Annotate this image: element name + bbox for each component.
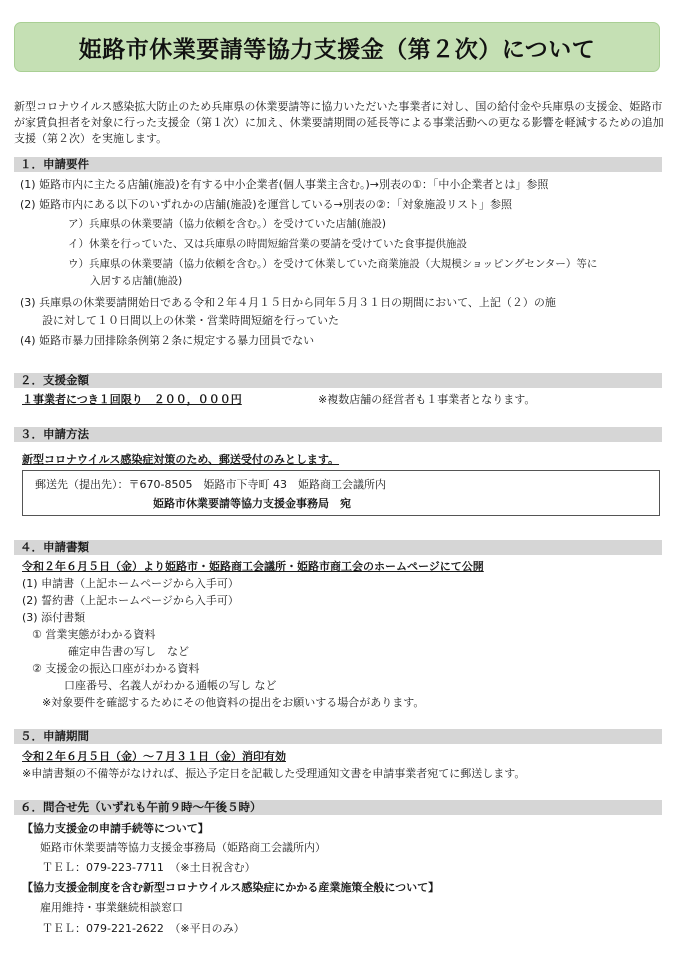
requirement-2: (2) 姫路市内にある以下のいずれかの店舗(施設)を運営している→別表の②：「対象施設リスト」参照 [20, 198, 513, 211]
contact-2-org: 雇用維持・事業継続相談窓口 [40, 901, 183, 914]
mailing-address: 郵送先（提出先）：〒670-8505 姫路市下寺町 43 姫路商工会議所内 [35, 478, 386, 491]
application-period: 令和２年６月５日（金）～７月３１日（金）消印有効 [22, 750, 286, 763]
requirement-3-cont: 設に対して１０日間以上の休業・営業時間短縮を行っていた [42, 314, 339, 327]
document-3: (3) 添付書類 [22, 611, 86, 624]
support-amount-note: ※複数店舗の経営者も１事業者となります。 [318, 393, 536, 406]
section-heading-contact: ６．問合せ先（いずれも午前９時～午後５時） [14, 800, 662, 815]
contact-1-tel: ＴＥＬ：079-223-7711 （※土日祝含む） [42, 861, 256, 874]
requirement-3: (3) 兵庫県の休業要請開始日である令和２年４月１５日から同年５月３１日の期間において、上記（２）の施 [20, 296, 556, 309]
period-note: ※申請書類の不備等がなければ、振込予定日を記載した受理通知文書を申請事業者宛てに郵送します。 [22, 767, 526, 780]
intro-paragraph: 新型コロナウイルス感染拡大防止のため兵庫県の休業要請等に協力いただいた事業者に対し、国の給付金や兵庫県の支援金、姫路市が家賃負担者を対象に行った支援金（第１次）に加え、休業要請期間の延長等による事業活動への更なる影響を軽減するための追加支援（第２次）を実施します。 [14, 100, 664, 145]
requirement-2c-cont: 入居する店舗(施設) [90, 275, 183, 287]
documents-note: ※対象要件を確認するためにその他資料の提出をお願いする場合があります。 [42, 696, 425, 709]
contact-1-title: 【協力支援金の申請手続等について】 [22, 822, 209, 835]
contact-2-tel: ＴＥＬ：079-221-2622 （※平日のみ） [42, 922, 245, 935]
application-method: 新型コロナウイルス感染症対策のため、郵送受付のみとします。 [22, 453, 340, 466]
mailing-office: 姫路市休業要請等協力支援金事務局 宛 [153, 497, 351, 510]
document-3a: ① 営業実態がわかる資料 [32, 628, 156, 641]
document-1: (1) 申請書（上記ホームページから入手可） [22, 577, 239, 590]
section-heading-period: ５．申請期間 [14, 729, 662, 744]
document-3b: ② 支援金の振込口座がわかる資料 [32, 662, 200, 675]
support-amount: １事業者につき１回限り ２００，０００円 [22, 393, 242, 406]
section-heading-amount: ２．支援金額 [14, 373, 662, 388]
title-banner [14, 22, 660, 72]
mailing-address-box [22, 470, 660, 516]
section-heading-requirements: １．申請要件 [14, 157, 662, 172]
document-2: (2) 誓約書（上記ホームページから入手可） [22, 594, 239, 607]
contact-2-title: 【協力支援金制度を含む新型コロナウイルス感染症にかかる産業施策全般について】 [22, 881, 440, 894]
requirement-2b: イ）休業を行っていた、又は兵庫県の時間短縮営業の要請を受けていた食事提供施設 [68, 238, 467, 250]
document-3a-example: 確定申告書の写し など [68, 645, 189, 658]
requirement-4: (4) 姫路市暴力団排除条例第２条に規定する暴力団員でない [20, 334, 315, 347]
document-3b-example: 口座番号、名義人がわかる通帳の写し など [64, 679, 277, 692]
contact-1-org: 姫路市休業要請等協力支援金事務局（姫路商工会議所内） [40, 841, 326, 854]
page-title: 姫路市休業要請等協力支援金（第２次）について [78, 36, 596, 63]
requirement-1: (1) 姫路市内に主たる店舗(施設)を有する中小企業者(個人事業主含む。)→別表の①：「中小企業者とは」参照 [20, 178, 549, 191]
section-heading-method: ３．申請方法 [14, 427, 662, 442]
documents-publish: 令和２年６月５日（金）より姫路市・姫路商工会議所・姫路市商工会のホームページにて公開 [22, 560, 484, 573]
section-heading-documents: ４．申請書類 [14, 540, 662, 555]
requirement-2a: ア）兵庫県の休業要請（協力依頼を含む。）を受けていた店舗(施設) [68, 218, 386, 230]
requirement-2c: ウ）兵庫県の休業要請（協力依頼を含む。）を受けて休業していた商業施設（大規模ショッピングセンター）等に [68, 258, 598, 270]
